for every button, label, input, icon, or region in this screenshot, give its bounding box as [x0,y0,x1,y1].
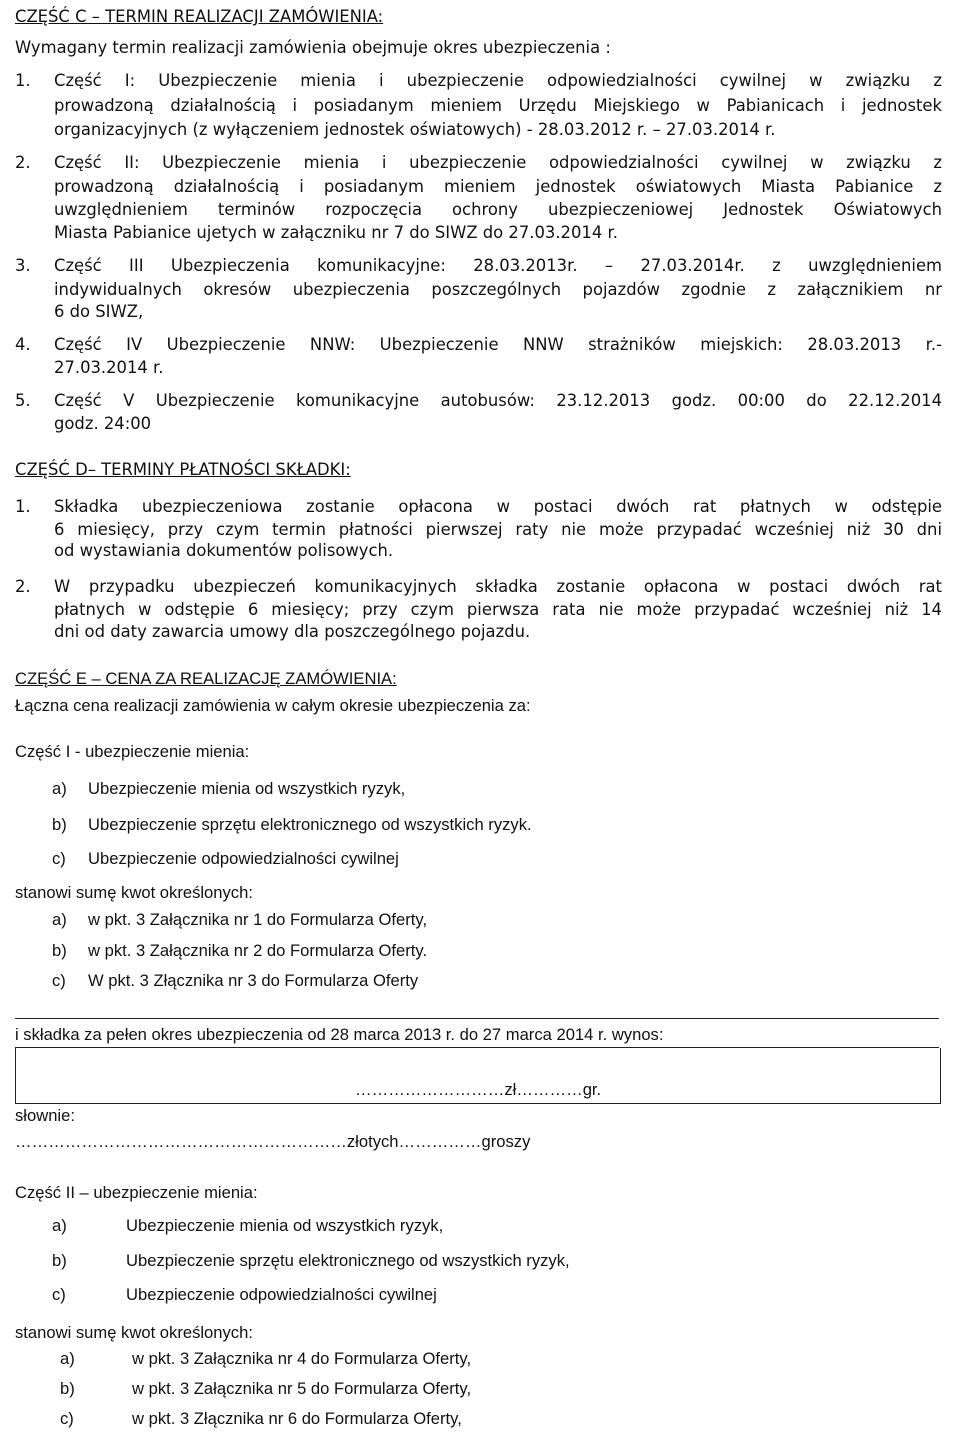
list-item-text: w pkt. 3 Załącznika nr 5 do Formularza Oferty, [132,1379,472,1398]
list-item-letter: a) [52,1216,67,1235]
list-item-line: płatnych w odstępie 6 miesięcy; przy czym pierwsza rata nie może przypadać wcześniej niż 14 [54,600,942,619]
list-item-line: indywidualnych okresów ubezpieczenia poszczególnych pojazdów zgodnie z załącznikiem nr [54,280,942,299]
list-item-text: Ubezpieczenie sprzętu elektronicznego od wszystkich ryzyk, [126,1251,570,1270]
list-item-letter: c) [60,1409,74,1428]
list-item-letter: c) [52,849,66,868]
list-item-text: w pkt. 3 Załącznika nr 4 do Formularza Oferty, [132,1349,472,1368]
list-item-letter: b) [60,1379,75,1398]
list-item-line: uwzględnieniem terminów rozpoczęcia ochrony ubezpieczeniowej Jednostek Oświatowych [54,200,942,219]
list-item-letter: a) [52,779,67,798]
list-item-number: 5. [15,391,31,410]
list-item-text: Ubezpieczenie odpowiedzialności cywilnej [126,1285,437,1304]
list-item-text: w pkt. 3 Załącznika nr 2 do Formularza Oferty. [88,941,428,960]
premium-rule-top [15,1018,939,1019]
list-item-letter: a) [60,1349,75,1368]
list-item-line: prowadzoną działalnością i posiadanym mieniem jednostek oświatowych Miasta Pabianice z [54,177,942,196]
list-item-letter: c) [52,1285,66,1304]
section-c-intro: Wymagany termin realizacji zamówienia obejmuje okres ubezpieczenia : [15,38,611,57]
list-item-text: w pkt. 3 Załącznika nr 1 do Formularza Oferty, [88,910,428,929]
words-label: słownie: [15,1106,75,1125]
list-item-text: Ubezpieczenie mienia od wszystkich ryzyk, [88,779,406,798]
list-item-number: 2. [15,577,31,596]
list-item-line: Część II: Ubezpieczenie mienia i ubezpieczenie odpowiedzialności cywilnej w związku z [54,153,942,172]
list-item-line: godz. 24:00 [54,414,152,433]
list-item-line: 27.03.2014 r. [54,358,164,377]
section-d-heading: CZĘŚĆ D– TERMINY PŁATNOŚCI SKŁADKI: [15,460,351,479]
list-item-line: organizacyjnych (z wyłączeniem jednostek oświatowych) - 28.03.2012 r. – 27.03.2014 r. [54,120,776,139]
sum-label: stanowi sumę kwot określonych: [15,1323,253,1342]
list-item-line: 6 do SIWZ, [54,302,144,321]
list-item-letter: b) [52,941,67,960]
list-item-text: Ubezpieczenie sprzętu elektronicznego od wszystkich ryzyk. [88,815,532,834]
list-item-line: 6 miesięcy, przy czym termin płatności pierwszej raty nie może przypadać wcześniej niż 30 dni [54,520,942,539]
part-1-title: Część I - ubezpieczenie mienia: [15,742,250,761]
list-item-letter: c) [52,971,66,990]
amount-line: ………………………zł…………gr. [355,1080,602,1099]
list-item-letter: a) [52,910,67,929]
list-item-letter: b) [52,1251,67,1270]
list-item-line: Miasta Pabianice ujetych w załączniku nr 7 do SIWZ do 27.03.2014 r. [54,223,618,242]
list-item-text: w pkt. 3 Złącznika nr 6 do Formularza Oferty, [132,1409,462,1428]
list-item-text: Ubezpieczenie odpowiedzialności cywilnej [88,849,399,868]
list-item-number: 1. [15,497,31,516]
list-item-line: prowadzoną działalnością i posiadanym mieniem Urzędu Miejskiego w Pabianicach i jednostek [54,96,942,115]
list-item-line: W przypadku ubezpieczeń komunikacyjnych składka zostanie opłacona w postaci dwóch rat [54,577,942,596]
list-item-number: 2. [15,153,31,172]
section-e-heading: CZĘŚĆ E – CENA ZA REALIZACJĘ ZAMÓWIENIA: [15,669,397,688]
section-c-heading: CZĘŚĆ C – TERMIN REALIZACJI ZAMÓWIENIA: [15,7,384,26]
words-line: ……………………………………………………złotych……………groszy [15,1132,531,1151]
list-item-line: Składka ubezpieczeniowa zostanie opłacona w postaci dwóch rat płatnych w odstępie [54,497,942,516]
list-item-text: Ubezpieczenie mienia od wszystkich ryzyk, [126,1216,444,1235]
list-item-text: W pkt. 3 Złącznika nr 3 do Formularza Oferty [88,971,419,990]
sum-label: stanowi sumę kwot określonych: [15,883,253,902]
premium-text: i składka za pełen okres ubezpieczenia od 28 marca 2013 r. do 27 marca 2014 r. wynos: [15,1025,664,1044]
list-item-line: Część V Ubezpieczenie komunikacyjne autobusów: 23.12.2013 godz. 00:00 do 22.12.2014 [54,391,942,410]
list-item-line: Część IV Ubezpieczenie NNW: Ubezpieczenie NNW strażników miejskich: 28.03.2013 r.- [54,335,942,354]
list-item-number: 4. [15,335,31,354]
list-item-number: 1. [15,71,31,90]
list-item-line: Część I: Ubezpieczenie mienia i ubezpieczenie odpowiedzialności cywilnej w związku z [54,71,942,90]
list-item-line: od wystawiania dokumentów polisowych. [54,541,394,560]
list-item-number: 3. [15,256,31,275]
part-2-title: Część II – ubezpieczenie mienia: [15,1183,258,1202]
list-item-letter: b) [52,815,67,834]
list-item-line: Część III Ubezpieczenia komunikacyjne: 28.03.2013r. – 27.03.2014r. z uwzględnieniem [54,256,942,275]
list-item-line: dni od daty zawarcia umowy dla poszczególnego pojazdu. [54,622,531,641]
section-e-intro: Łączna cena realizacji zamówienia w całym okresie ubezpieczenia za: [15,696,531,715]
